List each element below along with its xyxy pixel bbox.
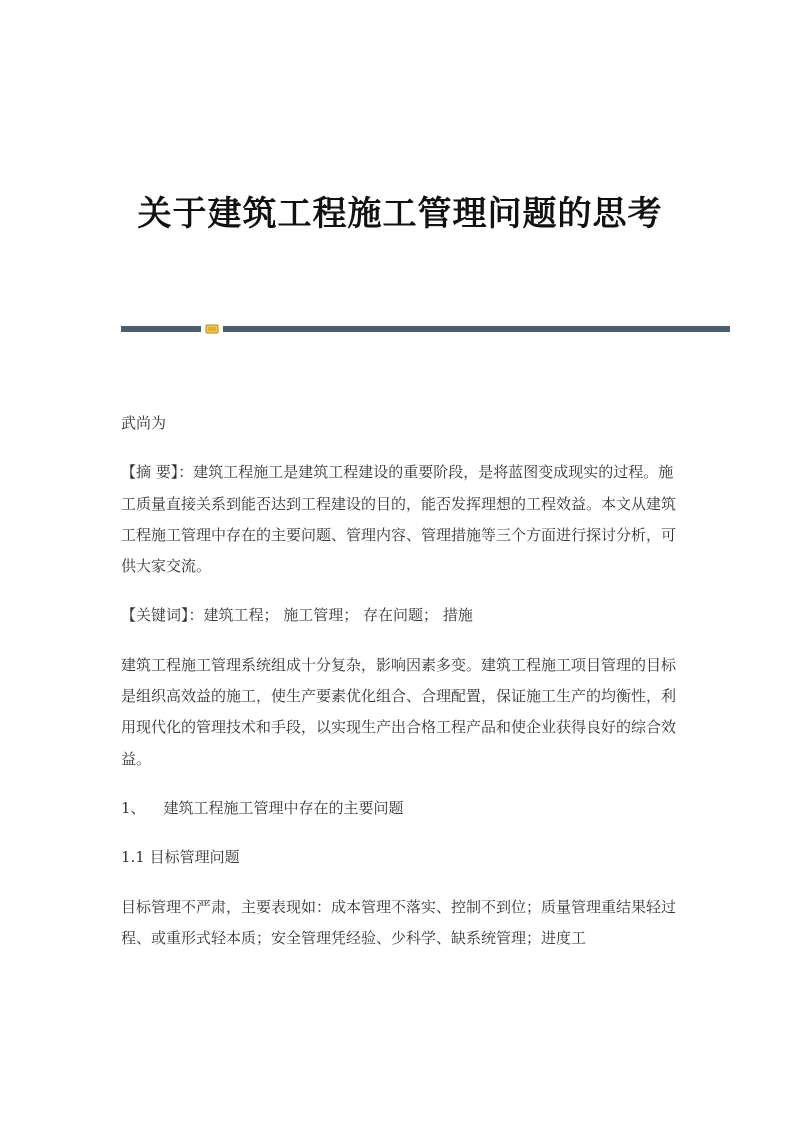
abstract	[121, 457, 681, 582]
title-divider	[121, 325, 730, 333]
section-number: 1、	[121, 798, 146, 817]
divider-ornament-icon	[205, 324, 219, 334]
divider-bar-right	[223, 326, 730, 332]
keywords-text: 建筑工程； 施工管理； 存在问题； 措施	[203, 606, 473, 625]
divider-bar-left	[121, 326, 201, 332]
paragraph-1-1: 目标管理不严肃，主要表现如：成本管理不落实、控制不到位；质量管理重结果轻过程、或重形式轻本质；安全管理凭经验、少科学、缺系统管理；进度工	[121, 897, 677, 947]
keywords-label: 【关键词】：	[121, 606, 204, 625]
section-heading-1	[121, 793, 681, 824]
abstract-text: 建筑工程施工是建筑工程建设的重要阶段，是将蓝图变成现实的过程。施工质量直接关系到能否达到工程建设的目的，能否发挥理想的工程效益。本文从建筑工程施工管理中存在的主要问题、管理内容、管理措施等三个方面进行探讨分析，可供大家交流。	[121, 463, 677, 576]
author: 武尚为	[121, 414, 167, 432]
abstract-label: 【摘 要】：	[121, 463, 194, 482]
section-title: 建筑工程施工管理中存在的主要问题	[163, 798, 404, 817]
subsection-heading-1-1: 1.1 目标管理问题	[121, 848, 240, 867]
keywords	[121, 600, 681, 631]
intro-paragraph: 建筑工程施工管理系统组成十分复杂，影响因素多变。建筑工程施工项目管理的目标是组织高效益的施工，使生产要素优化组合、合理配置，保证施工生产的均衡性，利用现代化的管理技术和手段，以实现生产出合格工程产品和使企业获得良好的综合效益。	[121, 655, 677, 768]
document-body	[121, 408, 681, 972]
document-title: 关于建筑工程施工管理问题的思考	[137, 194, 663, 234]
